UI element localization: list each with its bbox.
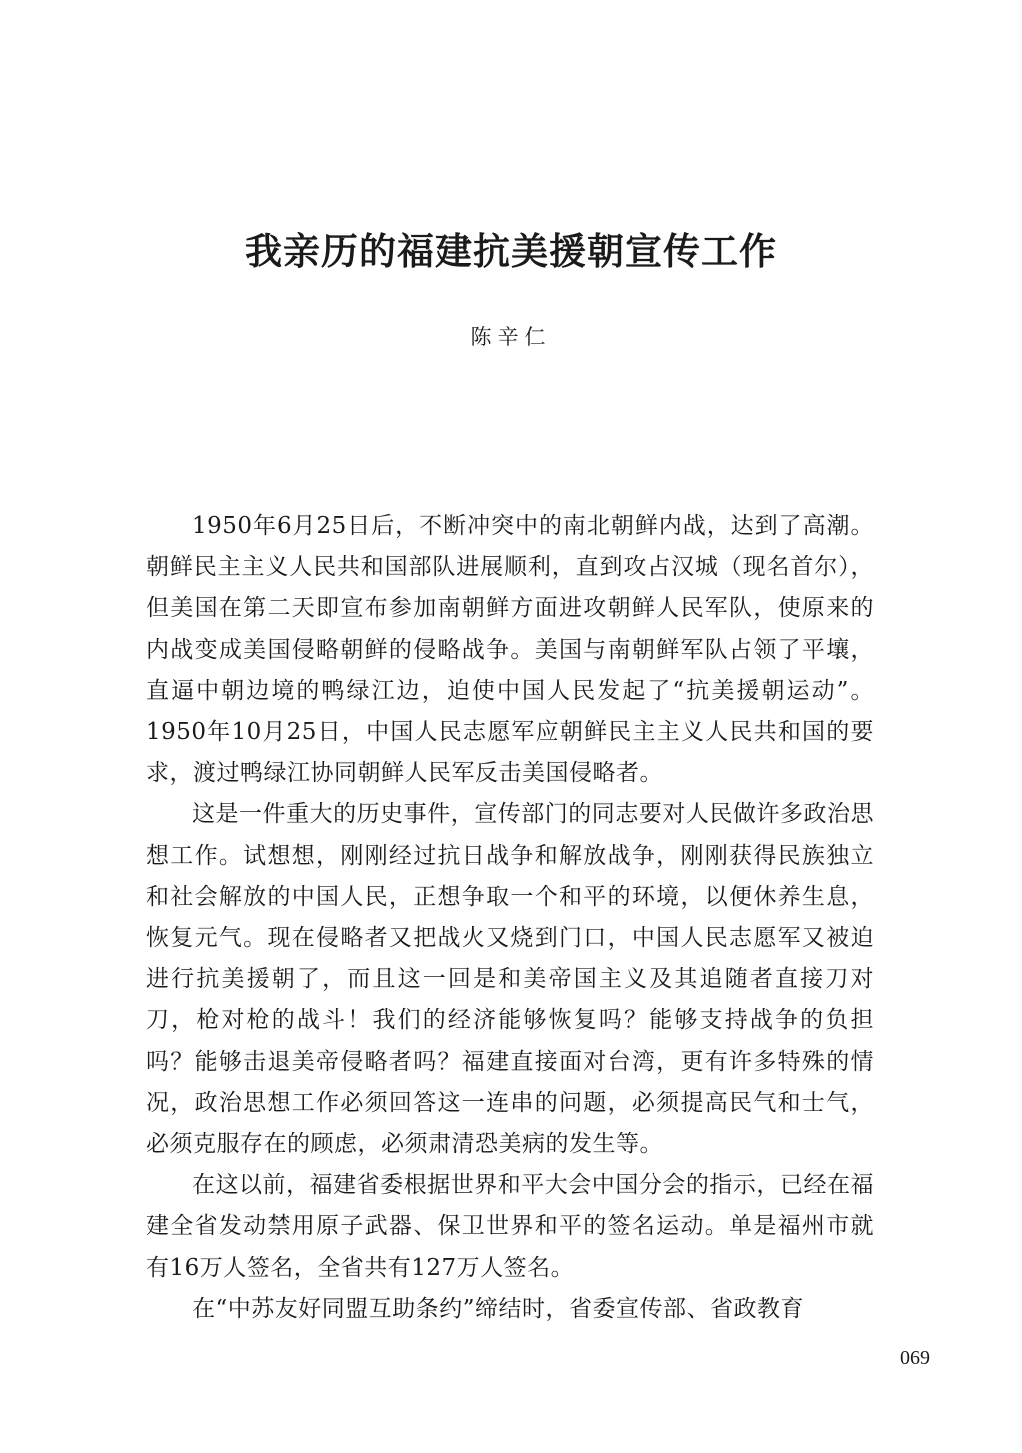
article-body: [146, 506, 874, 1330]
paragraph: 这是一件重大的历史事件，宣传部门的同志要对人民做许多政治思想工作。试想想，刚刚经过抗日战争和解放战争，刚刚获得民族独立和社会解放的中国人民，正想争取一个和平的环境，以便休养生息，恢复元气。现在侵略者又把战火又烧到门口，中国人民志愿军又被迫进行抗美援朝了，而且这一回是和美帝国主义及其追随者直接刀对刀，枪对枪的战斗！我们的经济能够恢复吗？能够支持战争的负担吗？能够击退美帝侵略者吗？福建直接面对台湾，更有许多特殊的情况，政治思想工作必须回答这一连串的问题，必须提高民气和士气，必须克服存在的顾虑，必须肃清恐美病的发生等。: [146, 801, 874, 1158]
paragraph: 在“中苏友好同盟互助条约”缔结时，省委宣传部、省政教育: [192, 1295, 805, 1322]
paragraph: 1950年6月25日后，不断冲突中的南北朝鲜内战，达到了高潮。朝鲜民主主义人民共和国部队进展顺利，直到攻占汉城（现名首尔），但美国在第二天即宣布参加南朝鲜方面进攻朝鲜人民军队，使原来的内战变成美国侵略朝鲜的侵略战争。美国与南朝鲜军队占领了平壤，直逼中朝边境的鸭绿江边，迫使中国人民发起了“抗美援朝运动”。1950年10月25日，中国人民志愿军应朝鲜民主主义人民共和国的要求，渡过鸭绿江协同朝鲜人民军反击美国侵略者。: [146, 513, 874, 787]
paragraph: 在这以前，福建省委根据世界和平大会中国分会的指示，已经在福建全省发动禁用原子武器、保卫世界和平的签名运动。单是福州市就有16万人签名，全省共有127万人签名。: [146, 1172, 874, 1281]
article-title: 我亲历的福建抗美援朝宣传工作: [245, 230, 777, 273]
article-author: 陈辛仁: [470, 325, 552, 349]
page-number: 069: [900, 1347, 930, 1369]
